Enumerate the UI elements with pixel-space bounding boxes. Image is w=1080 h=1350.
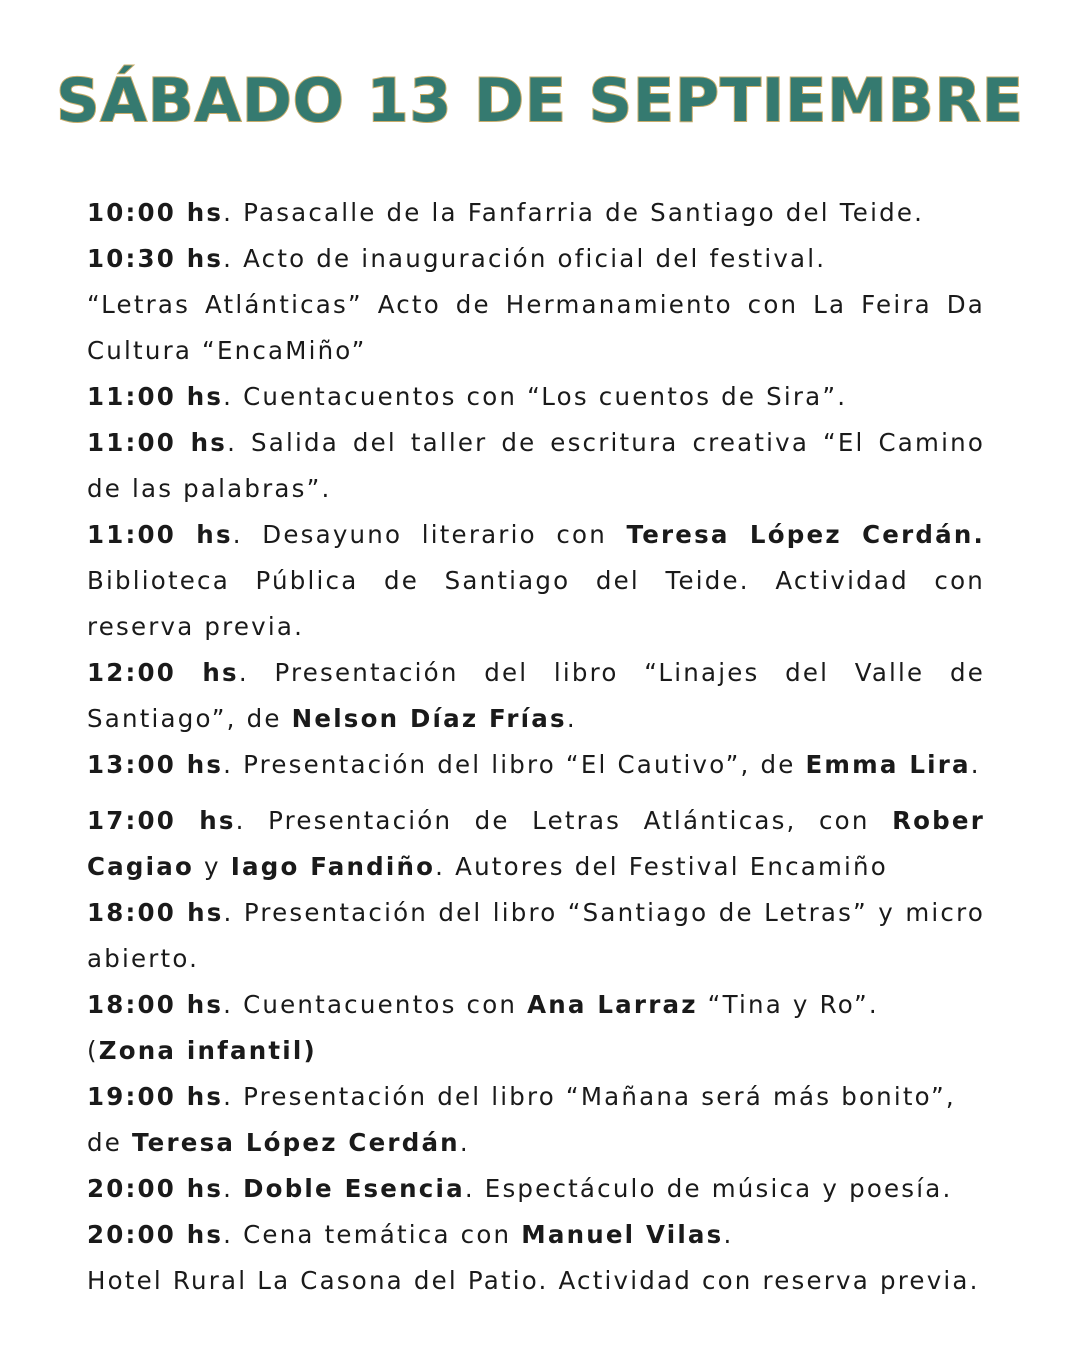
author-name: Teresa López Cerdán bbox=[132, 1128, 460, 1157]
author-name: Emma Lira bbox=[805, 750, 971, 779]
author-name: Manuel Vilas bbox=[521, 1220, 724, 1249]
event-text: Biblioteca Pública de Santiago del Teide. Actividad con reserva previa. bbox=[87, 566, 985, 641]
schedule-item bbox=[87, 1028, 985, 1074]
schedule-item bbox=[87, 650, 985, 742]
event-time: 10:00 hs bbox=[87, 198, 224, 227]
schedule-item bbox=[87, 236, 985, 282]
author-name: Nelson Díaz Frías bbox=[291, 704, 567, 733]
schedule-item bbox=[87, 798, 985, 890]
schedule-item bbox=[87, 512, 985, 650]
event-text: . Espectáculo de música y poesía. bbox=[464, 1174, 953, 1203]
event-time: 13:00 hs bbox=[87, 750, 224, 779]
schedule-item bbox=[87, 1212, 985, 1258]
event-text: . Desayuno literario con bbox=[232, 520, 627, 549]
event-text: . bbox=[970, 750, 981, 779]
schedule-item bbox=[87, 1166, 985, 1212]
event-text: . Presentación del libro “El Cautivo”, de bbox=[223, 750, 806, 779]
event-text: . Presentación del libro “Mañana será más bonito”, de bbox=[87, 1082, 956, 1157]
page-title: SÁBADO 13 DE SEPTIEMBRE bbox=[56, 66, 1024, 136]
event-time: 20:00 hs bbox=[87, 1174, 224, 1203]
author-name: Ana Larraz bbox=[527, 990, 698, 1019]
author-name: Iago Fandiño bbox=[230, 852, 436, 881]
zone-label: Zona infantil) bbox=[98, 1036, 317, 1065]
event-text: . bbox=[223, 1174, 244, 1203]
author-name: Teresa López Cerdán. bbox=[626, 520, 986, 549]
schedule-list bbox=[87, 190, 985, 1304]
event-time: 18:00 hs bbox=[87, 898, 224, 927]
event-text: . Presentación de Letras Atlánticas, con bbox=[235, 806, 893, 835]
event-text: . bbox=[723, 1220, 734, 1249]
event-text: . Pasacalle de la Fanfarria de Santiago del Teide. bbox=[223, 198, 925, 227]
event-text: “Letras Atlánticas” Acto de Hermanamiento con La Feira Da Cultura “EncaMiño” bbox=[87, 290, 985, 365]
schedule-item bbox=[87, 1258, 985, 1304]
event-time: 11:00 hs bbox=[87, 382, 224, 411]
schedule-item bbox=[87, 190, 985, 236]
event-text: . Presentación del libro “Santiago de Letras” y micro abierto. bbox=[87, 898, 986, 973]
schedule-item bbox=[87, 890, 985, 982]
event-text: . Cuentacuentos con bbox=[223, 990, 528, 1019]
event-time: 20:00 hs bbox=[87, 1220, 224, 1249]
event-text: . Presentación del libro “Linajes del Valle de Santiago”, de bbox=[87, 658, 985, 733]
event-text: . Cena temática con bbox=[223, 1220, 522, 1249]
event-text: . Cuentacuentos con “Los cuentos de Sira”. bbox=[223, 382, 848, 411]
schedule-item bbox=[87, 374, 985, 420]
schedule-item bbox=[87, 420, 985, 512]
event-text: . bbox=[459, 1128, 470, 1157]
event-name: Doble Esencia bbox=[243, 1174, 465, 1203]
schedule-item bbox=[87, 282, 985, 374]
schedule-item bbox=[87, 982, 985, 1028]
event-time: 12:00 hs bbox=[87, 658, 239, 687]
event-time: 19:00 hs bbox=[87, 1082, 224, 1111]
event-text: . Acto de inauguración oficial del festival. bbox=[223, 244, 827, 273]
author-name: Rober Cagiao bbox=[87, 806, 985, 881]
event-time: 10:30 hs bbox=[87, 244, 224, 273]
event-text: . bbox=[566, 704, 577, 733]
event-text: “Tina y Ro”. bbox=[697, 990, 879, 1019]
event-text: . Autores del Festival Encamiño bbox=[435, 852, 888, 881]
event-time: 17:00 hs bbox=[87, 806, 236, 835]
event-text: . Salida del taller de escritura creativa “El Camino de las palabras”. bbox=[87, 428, 986, 503]
event-text: y bbox=[194, 852, 231, 881]
schedule-item bbox=[87, 742, 985, 788]
schedule-item bbox=[87, 1074, 985, 1166]
event-time: 11:00 hs bbox=[87, 428, 228, 457]
event-text: Hotel Rural La Casona del Patio. Actividad con reserva previa. bbox=[87, 1266, 980, 1295]
event-time: 11:00 hs bbox=[87, 520, 233, 549]
event-text: ( bbox=[87, 1036, 99, 1065]
event-time: 18:00 hs bbox=[87, 990, 224, 1019]
